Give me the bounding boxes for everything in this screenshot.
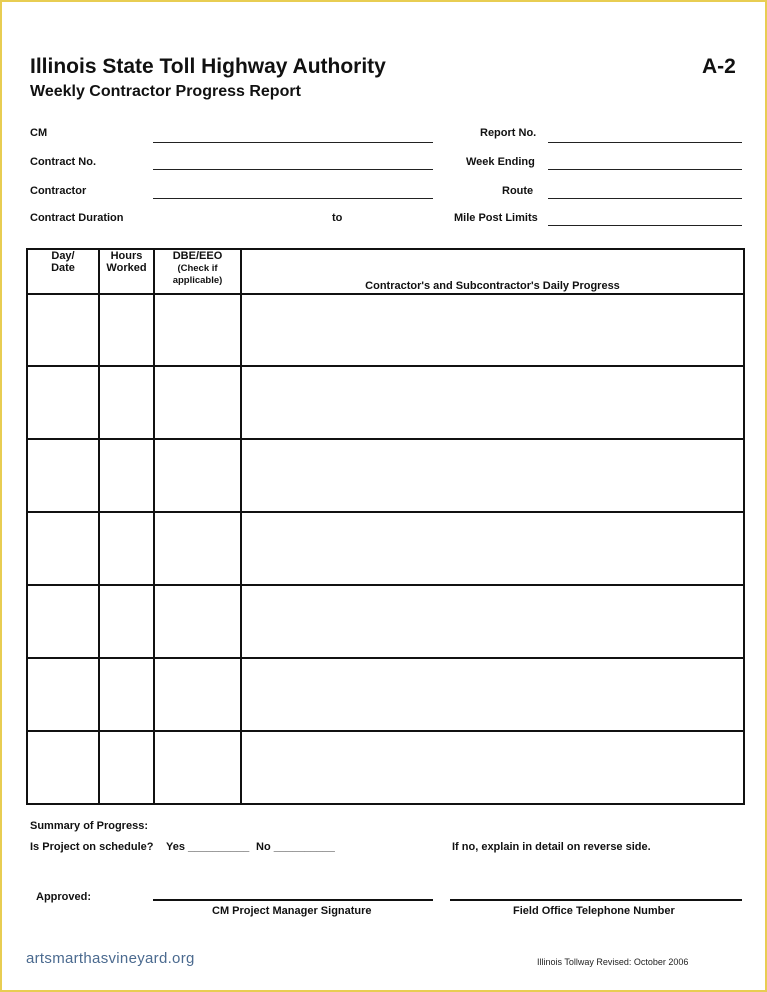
signature-line[interactable] bbox=[153, 899, 433, 901]
header-day-date bbox=[27, 249, 99, 294]
contractor-field[interactable] bbox=[153, 198, 433, 199]
day-date-cell[interactable] bbox=[27, 658, 99, 731]
cm-field[interactable] bbox=[153, 142, 433, 143]
telephone-line[interactable] bbox=[450, 899, 742, 901]
signature-caption: CM Project Manager Signature bbox=[212, 905, 372, 917]
hours-worked-cell[interactable] bbox=[99, 294, 154, 367]
cm-label: CM bbox=[30, 127, 48, 139]
hours-worked-cell[interactable] bbox=[99, 439, 154, 512]
telephone-caption: Field Office Telephone Number bbox=[513, 905, 675, 917]
dbe-eeo-cell[interactable] bbox=[154, 731, 241, 804]
hours-worked-cell[interactable] bbox=[99, 731, 154, 804]
header-hours-line: Hours bbox=[110, 250, 143, 262]
dbe-eeo-cell[interactable] bbox=[154, 366, 241, 439]
header-dbe-eeo bbox=[154, 249, 241, 294]
route-field[interactable] bbox=[548, 198, 742, 199]
contract-duration-label: Contract Duration bbox=[30, 212, 124, 224]
day-date-cell[interactable] bbox=[27, 585, 99, 658]
header-hours-worked bbox=[99, 249, 154, 294]
revision-note: Illinois Tollway Revised: October 2006 bbox=[537, 957, 689, 967]
approved-label: Approved: bbox=[36, 891, 91, 903]
daily-progress-cell[interactable] bbox=[241, 439, 744, 512]
header-applicable-line: applicable) bbox=[172, 275, 223, 286]
week-ending-field[interactable] bbox=[548, 169, 742, 170]
contract-no-field[interactable] bbox=[153, 169, 433, 170]
header-progress-line: Contractor's and Subcontractor's Daily Progress bbox=[365, 279, 620, 292]
daily-progress-cell[interactable] bbox=[241, 731, 744, 804]
mile-post-limits-label: Mile Post Limits bbox=[454, 212, 538, 224]
day-date-cell[interactable] bbox=[27, 294, 99, 367]
table-row bbox=[27, 658, 744, 731]
watermark-text: artsmarthasvineyard.org bbox=[26, 950, 195, 967]
summary-heading: Summary of Progress: bbox=[30, 820, 148, 832]
table-row bbox=[27, 439, 744, 512]
hours-worked-cell[interactable] bbox=[99, 512, 154, 585]
table-row bbox=[27, 512, 744, 585]
header-check-line: (Check if bbox=[177, 263, 218, 274]
header-day-line: Day/ bbox=[51, 250, 75, 262]
day-date-cell[interactable] bbox=[27, 366, 99, 439]
contractor-label: Contractor bbox=[30, 185, 87, 197]
daily-progress-table bbox=[26, 248, 745, 805]
table-row bbox=[27, 731, 744, 804]
explain-note: If no, explain in detail on reverse side. bbox=[452, 841, 651, 853]
daily-progress-cell[interactable] bbox=[241, 512, 744, 585]
hours-worked-cell[interactable] bbox=[99, 658, 154, 731]
schedule-question: Is Project on schedule? bbox=[30, 841, 154, 853]
form-subtitle: Weekly Contractor Progress Report bbox=[30, 83, 301, 100]
dbe-eeo-cell[interactable] bbox=[154, 585, 241, 658]
daily-progress-cell[interactable] bbox=[241, 585, 744, 658]
daily-progress-cell[interactable] bbox=[241, 658, 744, 731]
report-no-field[interactable] bbox=[548, 142, 742, 143]
dbe-eeo-cell[interactable] bbox=[154, 294, 241, 367]
day-date-cell[interactable] bbox=[27, 512, 99, 585]
daily-progress-cell[interactable] bbox=[241, 294, 744, 367]
dbe-eeo-cell[interactable] bbox=[154, 439, 241, 512]
form-title: Illinois State Toll Highway Authority bbox=[30, 55, 386, 78]
table-row bbox=[27, 585, 744, 658]
hours-worked-cell[interactable] bbox=[99, 366, 154, 439]
table-row bbox=[27, 294, 744, 367]
week-ending-label: Week Ending bbox=[466, 156, 535, 168]
contract-no-label: Contract No. bbox=[30, 156, 96, 168]
header-dbe-line: DBE/EEO bbox=[172, 250, 223, 262]
daily-progress-cell[interactable] bbox=[241, 366, 744, 439]
dbe-eeo-cell[interactable] bbox=[154, 658, 241, 731]
header-worked-line: Worked bbox=[106, 262, 147, 274]
yes-option[interactable]: Yes __________ bbox=[166, 841, 250, 853]
day-date-cell[interactable] bbox=[27, 731, 99, 804]
header-date-line: Date bbox=[51, 262, 75, 274]
mile-post-limits-field[interactable] bbox=[548, 225, 742, 226]
route-label: Route bbox=[502, 185, 534, 197]
day-date-cell[interactable] bbox=[27, 439, 99, 512]
no-option[interactable]: No __________ bbox=[256, 841, 335, 853]
hours-worked-cell[interactable] bbox=[99, 585, 154, 658]
header-daily-progress bbox=[241, 249, 744, 294]
table-header-row bbox=[27, 249, 744, 294]
report-no-label: Report No. bbox=[480, 127, 537, 139]
table-row bbox=[27, 366, 744, 439]
dbe-eeo-cell[interactable] bbox=[154, 512, 241, 585]
form-id: A-2 bbox=[702, 55, 736, 78]
duration-to-label: to bbox=[332, 212, 343, 224]
